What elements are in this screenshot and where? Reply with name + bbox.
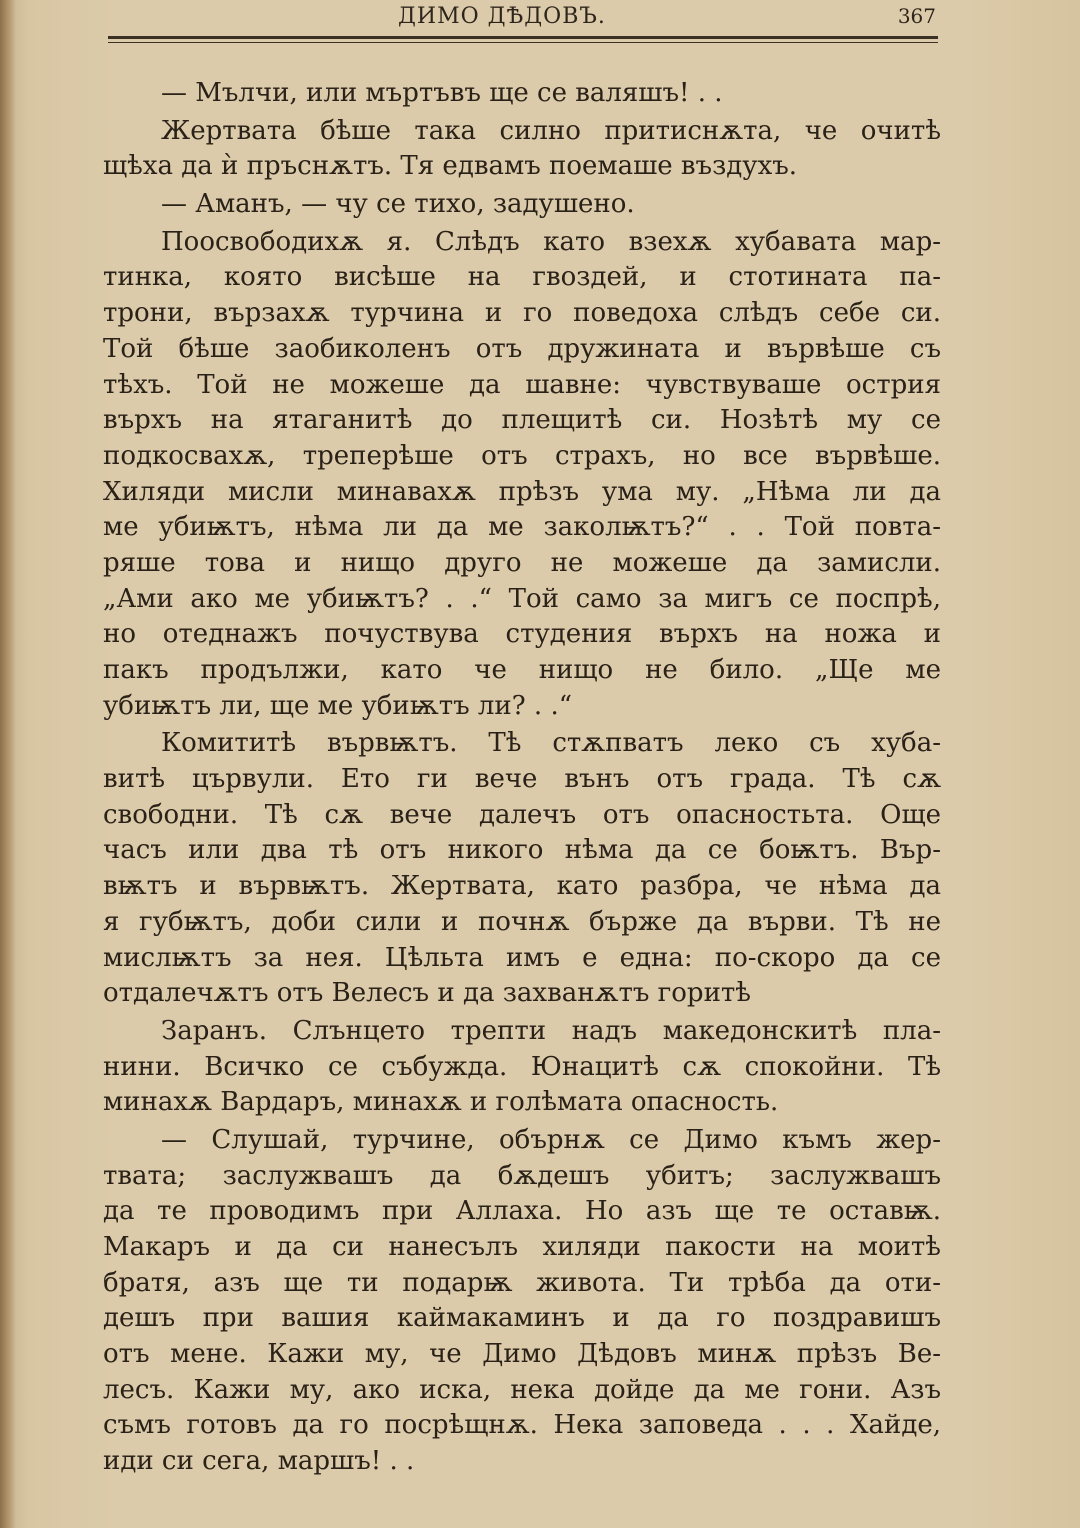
text-line: Макаръ и да си нанесълъ хиляди пакости на моитѣ: [103, 1232, 941, 1262]
text-line: вѭтъ и вървѭтъ. Жертвата, като разбра, че нѣма да: [103, 871, 941, 902]
text-line: щѣха да ѝ пръснѫтъ. Тя едвамъ поемаше въздухъ.: [103, 151, 798, 182]
page-number: 367: [897, 4, 936, 28]
text-line: убиѭтъ ли, ще ме убиѭтъ ли? . .“: [103, 690, 573, 721]
text-line: Той бѣше заобиколенъ отъ дружината и вървѣше съ: [103, 333, 941, 364]
paragraph: [103, 187, 941, 223]
running-title: ДИМО ДѢДОВЪ.: [398, 4, 606, 29]
text-line: дешъ при вашия каймакаминъ и да го поздравишъ: [103, 1303, 941, 1334]
text-line: трони, вързахѫ турчина и го поведоха слѣдъ себе си.: [103, 298, 941, 329]
text-line: свободни. Тѣ сѫ вече далечъ отъ опасностьта. Още: [103, 799, 941, 830]
text-line: мислѭтъ за нея. Цѣльта имъ е една: по-скоро да се: [103, 942, 941, 973]
text-line: Заранъ. Слънцето трепти надъ македонскитѣ пла-: [161, 1015, 941, 1046]
text-line: подкосвахѫ, треперѣше отъ страхъ, но все вървѣше.: [103, 440, 941, 471]
text-line: Жертвата бѣше така силно притиснѫта, че очитѣ: [161, 115, 941, 146]
text-line: — Аманъ, — чу се тихо, задушено.: [161, 189, 635, 220]
text-line: съмъ готовъ да го посрѣщнѫ. Нека заповеда . . . Хайде,: [103, 1410, 941, 1441]
text-line: минахѫ Вардаръ, минахѫ и голѣмата опасность.: [103, 1087, 779, 1118]
text-line: иди си сега, маршъ! . .: [103, 1446, 415, 1477]
text-line: върхъ на ятаганитѣ до плещитѣ си. Нозѣтѣ му се: [103, 405, 941, 436]
text-line: ряше това и нищо друго не можеше да замисли.: [103, 547, 941, 578]
text-line: витѣ цървули. Ето ги вече вънъ отъ града. Тѣ сѫ: [103, 764, 941, 795]
text-line: да те проводимъ при Аллаха. Но азъ ще те оставѭ.: [103, 1196, 941, 1227]
paragraph: [103, 726, 941, 1012]
text-line: отъ мене. Кажи му, че Димо Дѣдовъ минѫ прѣзъ Ве-: [103, 1339, 941, 1370]
text-line: но отеднажъ почуствува студения върхъ на ножа и: [103, 619, 941, 650]
text-line: „Ами ако ме убиѭтъ? . .“ Той само за мигъ се поспрѣ,: [103, 583, 941, 614]
text-line: — Мълчи, или мъртъвъ ще се валяшъ! . .: [161, 78, 723, 108]
text-line: часъ или два тѣ отъ никого нѣма да се боѭтъ. Вър-: [103, 835, 941, 866]
text-line: нини. Всичко се събужда. Юнацитѣ сѫ спокойни. Тѣ: [103, 1051, 941, 1082]
text-line: тѣхъ. Той не можеше да шавне: чувствуваше острия: [103, 369, 941, 400]
paragraph: [103, 114, 941, 185]
paragraph: [103, 1014, 941, 1121]
header-rule-thin: [108, 42, 938, 43]
running-header: [108, 0, 938, 46]
text-line: Хиляди мисли минавахѫ прѣзъ ума му. „Нѣма ли да: [103, 476, 941, 507]
text-line: пакъ продължи, като че нищо не било. „Ще ме: [103, 655, 941, 685]
text-line: ме убиѭтъ, нѣма ли да ме заколѭтъ?“ . . Той повта-: [103, 512, 941, 543]
text-line: Комититѣ вървѭтъ. Тѣ стѫпватъ леко съ хуба-: [161, 728, 941, 759]
text-line: тинка, която висѣше на гвоздей, и стотината па-: [103, 262, 941, 293]
text-line: братя, азъ ще ти подарѭ живота. Ти трѣба да оти-: [103, 1267, 941, 1298]
text-line: лесъ. Кажи му, ако иска, нека дойде да ме гони. Азъ: [103, 1374, 941, 1405]
text-line: Поосвободихѫ я. Слѣдъ като взехѫ хубавата мар-: [161, 226, 941, 257]
header-rule-thick: [108, 36, 938, 39]
text-line: твата; заслужвашъ да бѫдешъ убитъ; заслужвашъ: [103, 1160, 941, 1191]
page-gutter-shadow: [0, 0, 16, 1528]
paragraph: [103, 225, 941, 725]
text-line: — Слушай, турчине, обърнѫ се Димо къмъ жер-: [161, 1124, 941, 1155]
paragraph: [103, 76, 941, 112]
text-line: я губѭтъ, доби сили и почнѫ бърже да върви. Тѣ не: [103, 906, 941, 937]
paragraph: [103, 1123, 941, 1480]
body-text: [103, 76, 941, 1480]
text-line: отдалечѫтъ отъ Велесъ и да захванѫтъ горитѣ: [103, 978, 751, 1009]
